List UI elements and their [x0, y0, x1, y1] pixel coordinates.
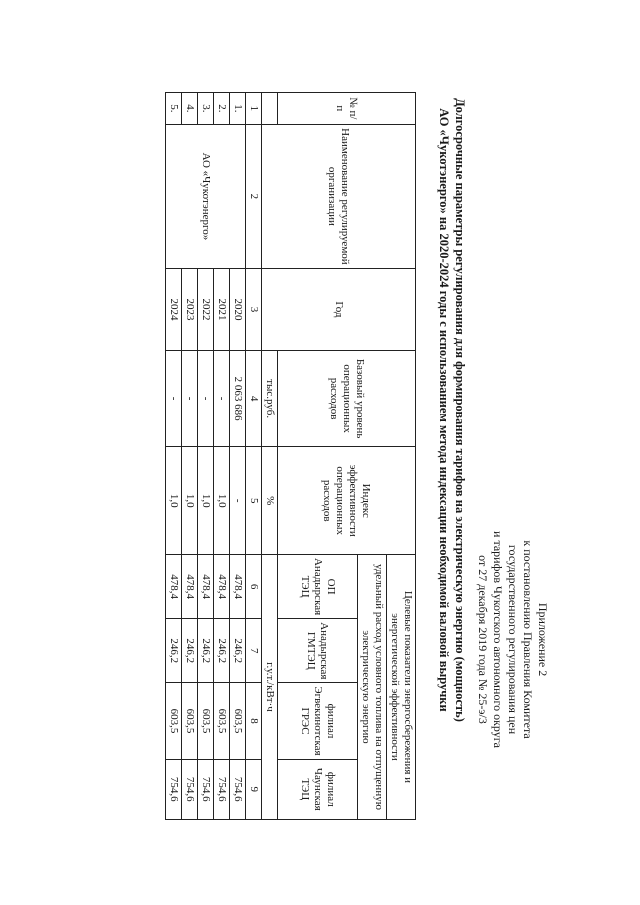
row-base-opex: - [214, 350, 230, 447]
unit-base: тыс.руб. [262, 350, 278, 447]
col-number: 1 [246, 93, 262, 125]
row-plant2: 246,2 [230, 619, 246, 683]
row-plant4: 754,6 [198, 759, 214, 819]
appendix-line: Приложение 2 [536, 602, 550, 677]
col-number: 8 [246, 683, 262, 759]
row-plant1: 478,4 [198, 554, 214, 618]
header-num: № п/п [278, 93, 416, 125]
col-number: 3 [246, 269, 262, 351]
row-efficiency-index: 1,0 [182, 447, 198, 555]
header-plant-anadyr-tec: ОП Анадырская ТЭЦ [278, 554, 358, 618]
header-plant-egvekinot-gres: филиал Эгвекинотская ГРЭС [278, 683, 358, 759]
document-title [436, 60, 468, 760]
header-year: Год [262, 269, 416, 351]
title-line: Долгосрочные параметры регулирования для формирования тарифов на электрическую энергию (мощность) [453, 98, 467, 722]
organization-name: АО «Чукотэнерго» [166, 124, 246, 268]
row-num: 4. [182, 93, 198, 125]
row-year: 2023 [182, 269, 198, 351]
row-plant4: 754,6 [182, 759, 198, 819]
row-plant2: 246,2 [198, 619, 214, 683]
row-year: 2022 [198, 269, 214, 351]
row-plant2: 246,2 [182, 619, 198, 683]
row-plant3: 603,5 [182, 683, 198, 759]
col-number: 6 [246, 554, 262, 618]
row-efficiency-index: 1,0 [166, 447, 182, 555]
row-efficiency-index: 1,0 [198, 447, 214, 555]
row-base-opex: - [182, 350, 198, 447]
row-plant4: 754,6 [166, 759, 182, 819]
header-org: Наименование регулируемой организации [262, 124, 416, 268]
row-year: 2020 [230, 269, 246, 351]
row-num: 5. [166, 93, 182, 125]
row-num: 1. [230, 93, 246, 125]
row-plant4: 754,6 [230, 759, 246, 819]
rotated-page [80, 0, 640, 820]
unit-fuel: г.у.т./кВт·ч [262, 554, 278, 819]
appendix-line: государственного регулирования цен [506, 544, 520, 735]
unit-index: % [262, 447, 278, 555]
col-number: 4 [246, 350, 262, 447]
appendix-line: от 27 декабря 2019 года № 25-э/3 [476, 555, 490, 724]
row-plant2: 246,2 [214, 619, 230, 683]
row-efficiency-index: 1,0 [214, 447, 230, 555]
row-plant1: 478,4 [182, 554, 198, 618]
row-plant2: 246,2 [166, 619, 182, 683]
col-number: 9 [246, 759, 262, 819]
col-number: 2 [246, 124, 262, 268]
header-base-opex: Базовый уровень операционных расходов [278, 350, 416, 447]
row-year: 2024 [166, 269, 182, 351]
row-plant3: 603,5 [214, 683, 230, 759]
row-efficiency-index: - [230, 447, 246, 555]
row-plant4: 754,6 [214, 759, 230, 819]
col-number: 7 [246, 619, 262, 683]
appendix-line: к постановлению Правления Комитета [521, 540, 535, 739]
title-line: АО «Чукотэнерго» на 2020-2024 годы с использованием метода индексации необходимой валовой выручки [437, 108, 451, 712]
row-base-opex: 2 063 686 [230, 350, 246, 447]
row-plant1: 478,4 [214, 554, 230, 618]
row-plant1: 478,4 [230, 554, 246, 618]
header-plant-anadyr-gmtec: Анадырская ГМТЭЦ [278, 619, 358, 683]
header-fuel-consumption: удельный расход условного топлива на отпущенную электрическую энергию [358, 554, 387, 819]
row-plant3: 603,5 [166, 683, 182, 759]
row-plant3: 603,5 [198, 683, 214, 759]
parameters-table [165, 92, 416, 820]
row-plant3: 603,5 [230, 683, 246, 759]
unit-num-empty [262, 93, 278, 125]
header-targets: Целевые показатели энергосбережения и энергетической эффективности [387, 554, 416, 819]
row-base-opex: - [198, 350, 214, 447]
header-plant-chaun-tec: филиал Чаунская ТЭЦ [278, 759, 358, 819]
row-base-opex: - [166, 350, 182, 447]
col-number: 5 [246, 447, 262, 555]
table-row [230, 93, 246, 820]
row-plant1: 478,4 [166, 554, 182, 618]
row-num: 3. [198, 93, 214, 125]
header-efficiency-index: Индекс эффективности операционных расходов [278, 447, 416, 555]
row-num: 2. [214, 93, 230, 125]
appendix-header [475, 531, 550, 748]
row-year: 2021 [214, 269, 230, 351]
appendix-line: и тарифов Чукотского автономного округа [491, 531, 505, 748]
